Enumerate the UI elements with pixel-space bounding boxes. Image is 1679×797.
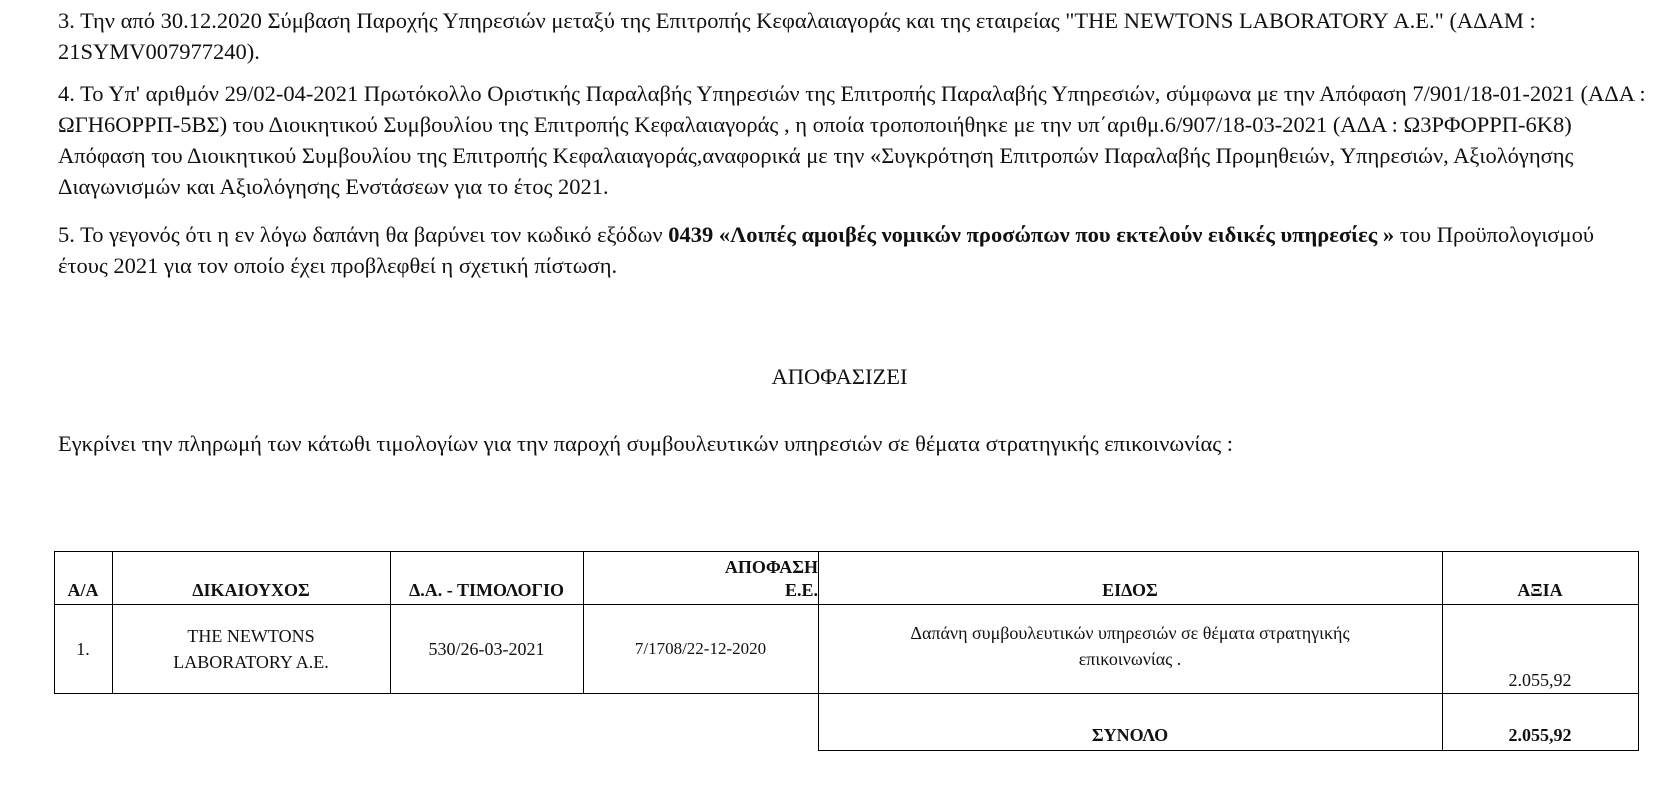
header-aa <box>54 551 112 604</box>
row-decision-value: 7/1708/22-12-2020 <box>634 638 767 658</box>
row-value <box>1442 604 1638 693</box>
row-invoice-value: 530/26-03-2021 <box>428 638 545 659</box>
header-beneficiary <box>112 551 390 604</box>
row-type-line2: επικοινωνίας . <box>1078 649 1182 669</box>
header-type <box>818 551 1442 604</box>
header-beneficiary-label: ΔΙΚΑΙΟΥΧΟΣ <box>192 580 310 600</box>
row-type <box>818 604 1442 693</box>
paragraph-4-text: 4. Το Υπ' αριθμόν 29/02-04-2021 Πρωτόκολλο Οριστικής Παραλαβής Υπηρεσιών της Επιτροπής Παραλαβής Υπηρεσιών, σύμφωνα με την Απόφαση 7/901/18-01-2021 (ΑΔΑ : ΩΓΗ6ΟΡΡΠ-5ΒΣ) του Διοικητικού Συμβουλίου της Επιτροπής Κεφαλαιαγοράς , η οποία τροποποιήθηκε με την υπ΄αριθμ.6/907/18-03-2021 (ΑΔΑ : Ω3ΡΦΟΡΡΠ-6Κ8) Απόφαση του Διοικητικού Συμβουλίου της Επιτροπής Κεφαλαιαγοράς,αναφορικά με την «Συγκρότηση Επιτροπών Παραλαβής Προμηθειών, Υπηρεσιών, Αξιολόγησης Διαγωνισμών και Αξιολόγησης Ενστάσεων για το έτος 2021. <box>58 81 1646 199</box>
paragraph-3-text: 3. Την από 30.12.2020 Σύμβαση Παροχής Υπηρεσιών μεταξύ της Επιτροπής Κεφαλαιαγοράς και της εταιρείας "THE NEWTONS LABORATORY Α.Ε." (ΑΔΑΜ : 21SYMV007977240). <box>58 8 1536 64</box>
paragraph-5-prefix: 5. Το γεγονός ότι η εν λόγω δαπάνη θα βαρύνει τον κωδικό εξόδων <box>58 222 669 247</box>
row-aa-value: 1. <box>76 638 90 659</box>
table-total-bottom-border <box>818 750 1639 751</box>
header-invoice <box>390 551 583 604</box>
header-aa-label: Α/Α <box>67 580 99 600</box>
total-value: 2.055,92 <box>1508 725 1572 745</box>
header-type-label: ΕΙΔΟΣ <box>1102 580 1158 600</box>
row-invoice <box>390 604 583 693</box>
paragraph-5-suffix: του Προϋπολογισμού έτους 2021 για τον οποίο έχει προβλεφθεί η σχετική πίστωση. <box>58 222 1594 278</box>
header-decision-line1: ΑΠΟΦΑΣΗ <box>724 557 818 577</box>
decision-heading: ΑΠΟΦΑΣΙΖΕΙ <box>771 364 908 389</box>
row-aa <box>54 604 112 693</box>
header-decision-line2: Ε.Ε. <box>784 580 818 600</box>
row-type-line1: Δαπάνη συμβουλευτικών υπηρεσιών σε θέματα στρατηγικής <box>910 623 1350 643</box>
total-label-cell <box>818 693 1442 750</box>
paragraph-4 <box>58 78 1648 202</box>
expense-code-bold: 0439 «Λοιπές αμοιβές νομικών προσώπων που εκτελούν ειδικές υπηρεσίες » <box>668 222 1395 247</box>
row-beneficiary-line1: THE NEWTONS <box>187 625 315 646</box>
header-decision <box>583 551 818 604</box>
total-value-cell <box>1442 693 1638 750</box>
paragraph-3 <box>58 5 1648 67</box>
paragraph-5 <box>58 219 1648 281</box>
invoice-table <box>54 551 1639 751</box>
row-beneficiary <box>112 604 390 693</box>
total-label: ΣΥΝΟΛΟ <box>1091 725 1169 745</box>
row-decision <box>583 604 818 693</box>
header-invoice-label: Δ.Α. - ΤΙΜΟΛΟΓΙΟ <box>409 580 564 600</box>
table-right-border <box>1638 551 1639 751</box>
header-value <box>1442 551 1638 604</box>
row-value-amount: 2.055,92 <box>1508 670 1572 690</box>
approval-intro: Εγκρίνει την πληρωμή των κάτωθι τιμολογίων για την παροχή συμβουλευτικών υπηρεσιών σε θέματα στρατηγικής επικοινωνίας : <box>58 431 1234 456</box>
header-value-label: ΑΞΙΑ <box>1517 580 1563 600</box>
row-beneficiary-line2: LABORATORY A.E. <box>173 651 329 672</box>
